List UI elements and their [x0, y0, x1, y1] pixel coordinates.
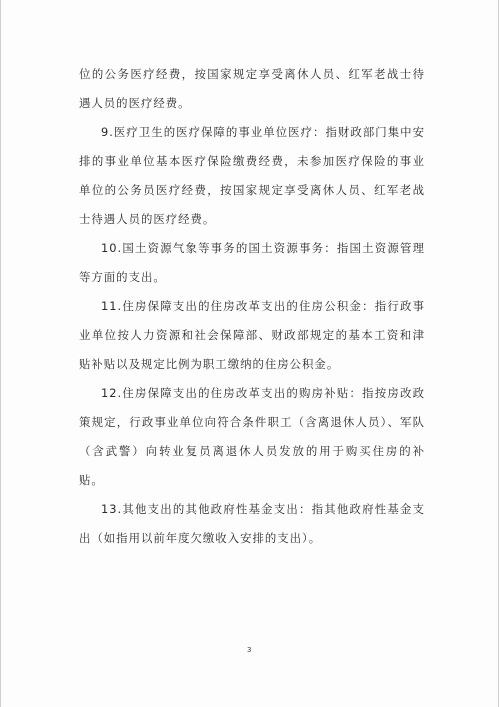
paragraph-item-9: 9.医疗卫生的医疗保障的事业单位医疗：指财政部门集中安排的事业单位基本医疗保险缴费经费，未参加医疗保险的事业单位的公务员医疗经费，按国家规定享受离休人员、红军老战士待遇人员的医疗经费。 — [79, 125, 425, 226]
paragraph-continuation: 位的公务医疗经费，按国家规定享受离休人员、红军老战士待遇人员的医疗经费。 — [79, 67, 425, 110]
paragraph-item-10: 10.国土资源气象等事务的国土资源事务：指国土资源管理等方面的支出。 — [79, 241, 425, 284]
paragraph-item-13: 13.其他支出的其他政府性基金支出：指其他政府性基金支出（如指用以前年度欠缴收入安排的支出）。 — [79, 502, 425, 545]
paragraph-item-11: 11.住房保障支出的住房改革支出的住房公积金：指行政事业单位按人力资源和社会保障部、财政部规定的基本工资和津贴补贴以及规定比例为职工缴纳的住房公积金。 — [79, 299, 425, 371]
paragraph-item-12: 12.住房保障支出的住房改革支出的购房补贴：指按房改政策规定，行政事业单位向符合条件职工（含离退休人员）、军队（含武警）向转业复员离退休人员发放的用于购买住房的补贴。 — [79, 386, 425, 487]
document-body — [79, 60, 425, 553]
page-number: 3 — [247, 646, 252, 654]
